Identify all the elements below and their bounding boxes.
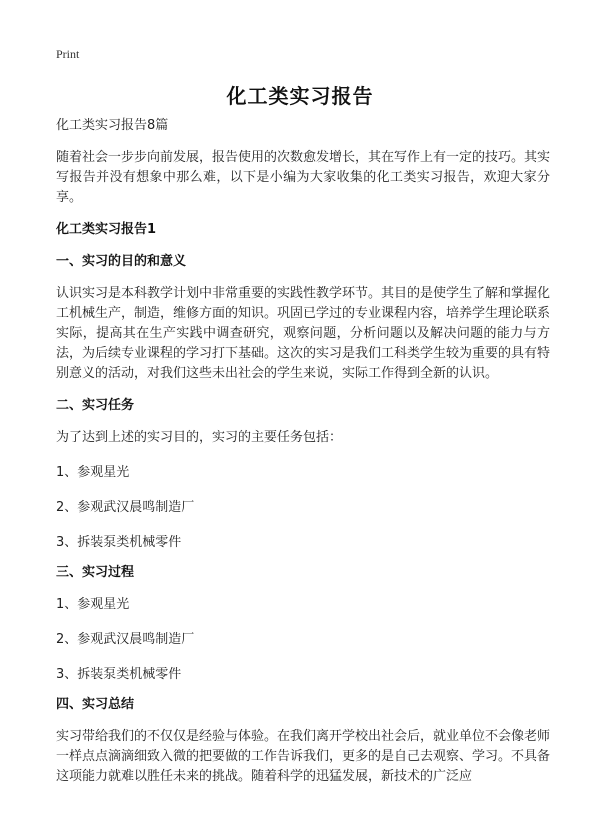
document-subtitle: 化工类实习报告8篇	[56, 118, 169, 133]
list-item: 1、参观星光	[56, 597, 130, 612]
report-heading: 化工类实习报告1	[56, 222, 157, 237]
list-item: 1、参观星光	[56, 465, 130, 480]
section-body-purpose: 认识实习是本科教学计划中非常重要的实践性教学环节。其目的是使学生了解和掌握化工机械生产，制造，维修方面的知识。巩固已学过的专业课程内容，培养学生理论联系实际，提高其在生产实践中调查研究，观察问题，分析问题以及解决问题的能力与方法，为后续专业课程的学习打下基础。这次的实习是我们工科类学生较为重要的具有特别意义的活动，对我们这些未出社会的学生来说，实际工作得到全新的认识。	[56, 286, 551, 381]
section-heading-process: 三、实习过程	[56, 565, 135, 580]
document-title: 化工类实习报告	[226, 84, 374, 108]
section-heading-purpose: 一、实习的目的和意义	[56, 254, 187, 269]
list-item: 2、参观武汉晨鸣制造厂	[56, 632, 195, 647]
tasks-intro: 为了达到上述的实习目的，实习的主要任务包括：	[56, 430, 343, 445]
document-body	[56, 116, 550, 799]
list-item: 3、拆装泵类机械零件	[56, 667, 182, 682]
section-heading-summary: 四、实习总结	[56, 697, 135, 712]
section-body-summary: 实习带给我们的不仅仅是经验与体验。在我们离开学校出社会后，就业单位不会像老师一样点点滴滴细致入微的把要做的工作告诉我们，更多的是自己去观察、学习。不具备这项能力就难以胜任未来的挑战。随着科学的迅猛发展，新技术的广泛应	[56, 729, 551, 784]
print-link[interactable]: Print	[56, 47, 80, 61]
list-item: 3、拆装泵类机械零件	[56, 535, 182, 550]
list-item: 2、参观武汉晨鸣制造厂	[56, 500, 195, 515]
intro-paragraph: 随着社会一步步向前发展，报告使用的次数愈发增长，其在写作上有一定的技巧。其实写报告并没有想象中那么难，以下是小编为大家收集的化工类实习报告，欢迎大家分享。	[56, 150, 551, 205]
section-heading-tasks: 二、实习任务	[56, 398, 135, 413]
